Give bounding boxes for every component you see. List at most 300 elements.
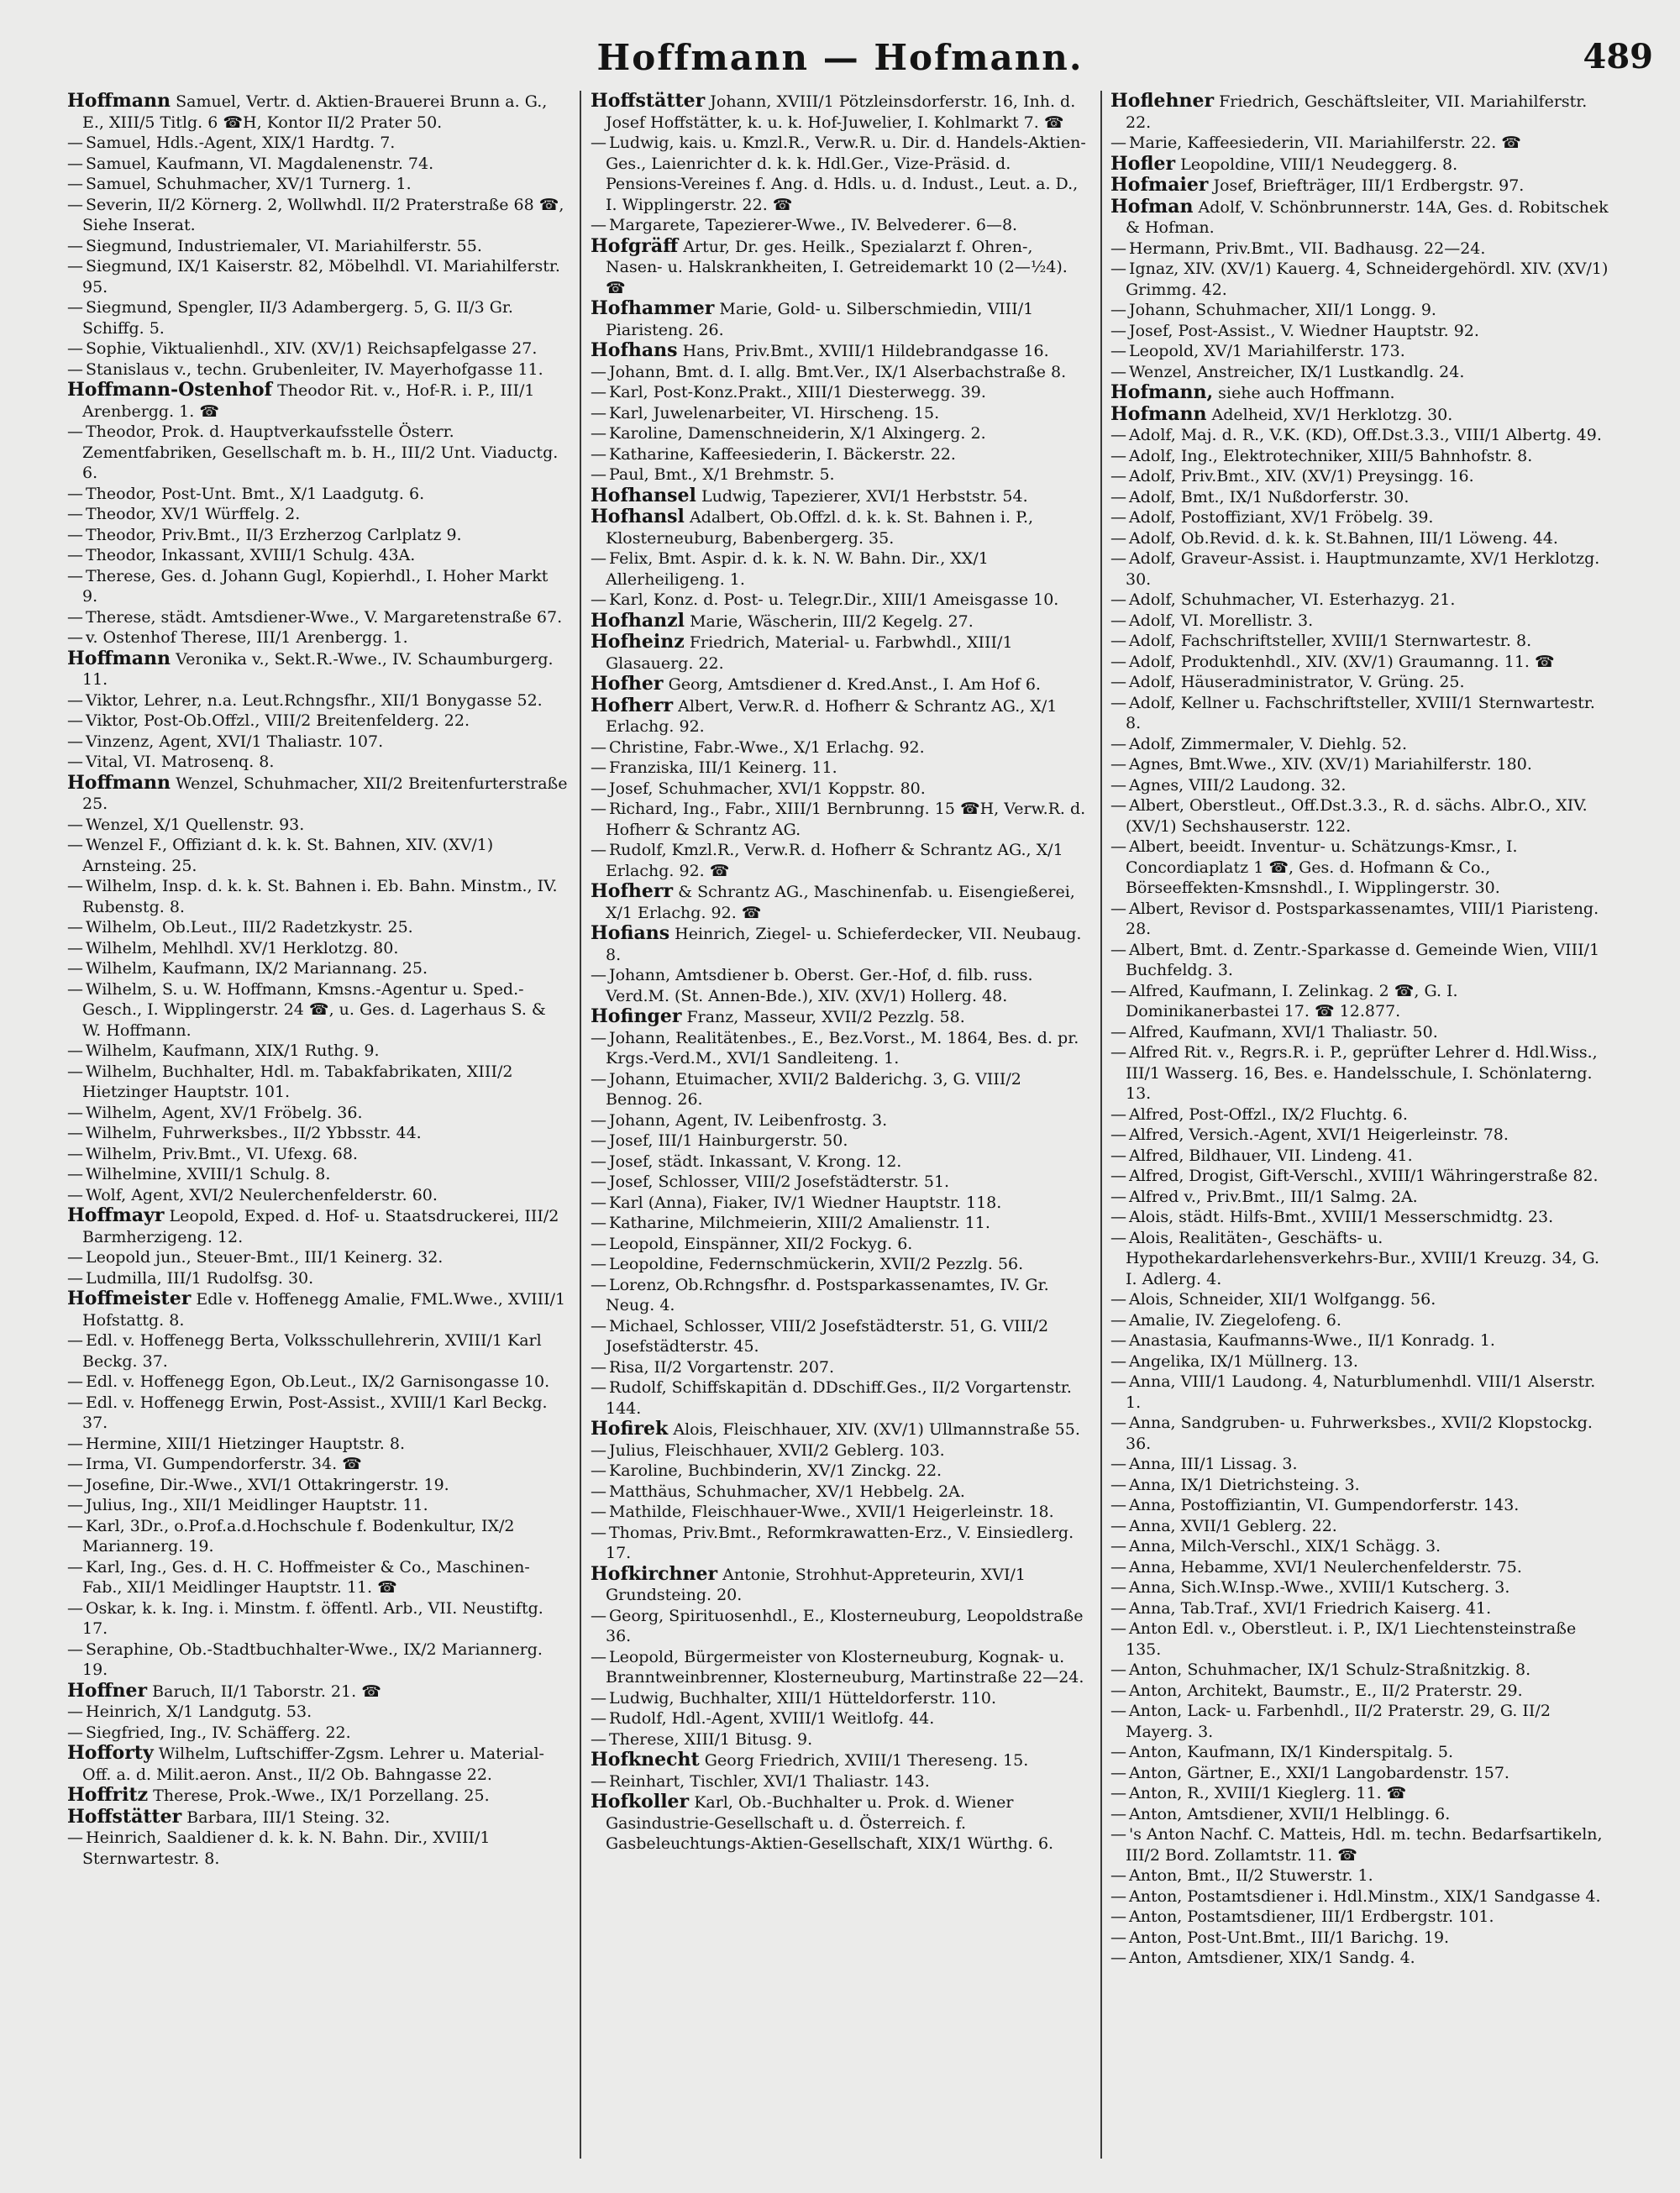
- continuation-dash: —: [67, 1393, 83, 1412]
- continuation-dash: —: [1110, 981, 1126, 1000]
- entry-text: Theodor, Prok. d. Hauptverkaufsstelle Österr. Zementfabriken, Gesellschaft m. b. H., III/2 Unt. Viaductg. 6.: [82, 422, 559, 482]
- entry-surname: Hofinger: [591, 1005, 682, 1027]
- continuation-dash: —: [67, 1103, 83, 1122]
- entry-text: Edl. v. Hoffenegg Egon, Ob.Leut., IX/2 Garnisongasse 10.: [86, 1372, 550, 1391]
- continuation-dash: —: [1110, 1578, 1126, 1597]
- directory-entry: [67, 1743, 568, 1785]
- continuation-dash: —: [591, 758, 606, 777]
- entry-text: Alfred, Kaufmann, I. Zelinkag. 2 ☎, G. I. Dominikanerbastei 17. ☎ 12.877.: [1126, 981, 1458, 1020]
- continuation-dash: —: [1110, 1743, 1126, 1761]
- continuation-dash: —: [67, 359, 83, 379]
- directory-entry: [591, 1750, 1091, 1771]
- directory-entry: [591, 1440, 1091, 1461]
- continuation-dash: —: [67, 1723, 83, 1742]
- entry-text: Adolf, Postoffiziant, XV/1 Fröbelg. 39.: [1129, 508, 1434, 527]
- continuation-dash: —: [1110, 1557, 1126, 1577]
- directory-entry: [67, 1807, 568, 1828]
- continuation-dash: —: [1110, 426, 1126, 444]
- directory-entry: [591, 1006, 1091, 1028]
- directory-entry: [1110, 1310, 1611, 1331]
- directory-entry: [1110, 611, 1611, 632]
- entry-text: Wilhelm, Luftschiffer-Zgsm. Lehrer u. Material-Off. a. d. Milit.aeron. Anst., II/2 Ob. Bahngasse 22.: [82, 1744, 544, 1784]
- entry-text: Theodor, Priv.Bmt., II/3 Erzherzog Carlplatz 9.: [86, 525, 462, 544]
- entry-text: Adolf, Ing., Elektrotechniker, XIII/5 Bahnhofstr. 8.: [1129, 446, 1533, 465]
- continuation-dash: —: [67, 422, 83, 441]
- entry-text: Viktor, Post-Ob.Offzl., VIII/2 Breitenfelderg. 22.: [86, 711, 470, 730]
- entry-text: Johann, Bmt. d. I. allg. Bmt.Ver., IX/1 Alserbachstraße 8.: [609, 362, 1067, 381]
- continuation-dash: —: [1110, 1866, 1126, 1885]
- directory-entry: [1110, 1598, 1611, 1619]
- directory-entry: [1110, 154, 1611, 176]
- directory-entry: [1110, 1660, 1611, 1681]
- directory-entry: [591, 340, 1091, 362]
- directory-entry: [1110, 1516, 1611, 1537]
- continuation-dash: —: [67, 1372, 83, 1391]
- entry-text: Julius, Fleischhauer, XVII/2 Geblerg. 103.: [609, 1440, 945, 1460]
- continuation-dash: —: [1110, 1022, 1126, 1041]
- entry-text: Adolf, Graveur-Assist. i. Hauptmunzamte, XV/1 Herklotzg. 30.: [1126, 549, 1600, 589]
- directory-column-3: [1110, 91, 1611, 2165]
- directory-entry: [67, 154, 568, 175]
- directory-entry: [67, 1268, 568, 1289]
- continuation-dash: —: [67, 257, 83, 275]
- entry-text: Wolf, Agent, XVI/2 Neulerchenfelderstr. 60.: [86, 1185, 438, 1204]
- entry-text: Wilhelm, S. u. W. Hoffmann, Kmsns.-Agentur u. Sped.-Gesch., I. Wipplingerstr. 24 ☎, u. Ges. d. Lagerhaus S. & W. Hoffmann.: [82, 979, 546, 1040]
- entry-text: Oskar, k. k. Ing. i. Minstm. f. öffentl. Arb., VII. Neustiftg. 17.: [82, 1598, 543, 1638]
- directory-entry: [591, 1771, 1091, 1792]
- directory-entry: [1110, 1824, 1611, 1865]
- entry-text: Heinrich, Saaldiener d. k. k. N. Bahn. Dir., XVIII/1 Sternwartestr. 8.: [82, 1828, 491, 1868]
- continuation-dash: —: [1110, 1455, 1126, 1473]
- entry-text: Samuel, Vertr. d. Aktien-Brauerei Brunn a. G., E., XIII/5 Titlg. 6 ☎H, Kontor II/2 Prater 50.: [82, 92, 548, 132]
- directory-entry: [591, 1523, 1091, 1564]
- entry-text: Agnes, Bmt.Wwe., XIV. (XV/1) Mariahilferstr. 180.: [1129, 755, 1532, 774]
- continuation-dash: —: [1110, 508, 1126, 527]
- directory-entry: [1110, 91, 1611, 133]
- continuation-dash: —: [67, 836, 83, 854]
- directory-entry: [1110, 940, 1611, 981]
- directory-entry: [1110, 1125, 1611, 1146]
- entry-text: Anton, Post-Unt.Bmt., III/1 Barichg. 19.: [1129, 1928, 1450, 1947]
- continuation-dash: —: [591, 1110, 606, 1130]
- entry-surname: Hofhammer: [591, 297, 715, 319]
- entry-text: Wenzel F., Offiziant d. k. k. St. Bahnen, XIV. (XV/1) Arnsteing. 25.: [82, 836, 494, 875]
- directory-entry: [591, 840, 1091, 881]
- entry-text: Hermine, XIII/1 Hietzinger Hauptstr. 8.: [86, 1434, 406, 1453]
- entry-text: Wilhelm, Ob.Leut., III/2 Radetzkystr. 25.: [86, 918, 413, 936]
- entry-text: Anton, Amtsdiener, XVII/1 Helblingg. 6.: [1129, 1804, 1451, 1823]
- directory-entry: [67, 1640, 568, 1681]
- continuation-dash: —: [591, 1647, 606, 1666]
- directory-entry: [1110, 1783, 1611, 1804]
- entry-text: Ludwig, kais. u. Kmzl.R., Verw.R. u. Dir. d. Handels-Aktien-Ges., Laienrichter d. k. k. Hdl.Ger., Vize-Präsid. d. Pensions-Vereines f. Ang. d. Hdls. u. d. Indust., Leut. a. D., I. Wipplingerstr. 22. ☎: [606, 134, 1086, 214]
- continuation-dash: —: [591, 1275, 606, 1294]
- directory-entry: [1110, 1536, 1611, 1557]
- continuation-dash: —: [1110, 1804, 1126, 1823]
- continuation-dash: —: [67, 1144, 83, 1163]
- continuation-dash: —: [1110, 239, 1126, 258]
- continuation-dash: —: [1110, 1598, 1126, 1618]
- entry-text: Josef, III/1 Hainburgerstr. 50.: [609, 1131, 848, 1150]
- continuation-dash: —: [591, 403, 606, 422]
- directory-entry: [67, 1185, 568, 1206]
- continuation-dash: —: [1110, 1043, 1126, 1062]
- continuation-dash: —: [1110, 1619, 1126, 1638]
- entry-surname: Hoffner: [67, 1679, 148, 1702]
- entry-text: Karoline, Damenschneiderin, X/1 Alxingerg. 2.: [609, 424, 986, 443]
- continuation-dash: —: [67, 298, 83, 317]
- entry-text: Albert, Revisor d. Postsparkassenamtes, VIII/1 Piaristeng. 28.: [1126, 899, 1599, 938]
- directory-entry: [67, 690, 568, 711]
- continuation-dash: —: [67, 154, 83, 173]
- continuation-dash: —: [1110, 652, 1126, 671]
- directory-entry: [1110, 1557, 1611, 1578]
- continuation-dash: —: [1110, 362, 1126, 381]
- directory-entry: [591, 1110, 1091, 1131]
- entry-surname: Hofhanzl: [591, 609, 685, 632]
- entry-text: Alfred, Post-Offzl., IX/2 Fluchtg. 6.: [1129, 1104, 1408, 1124]
- continuation-dash: —: [1110, 775, 1126, 795]
- entry-text: Ignaz, XIV. (XV/1) Kauerg. 4, Schneidergehördl. XIV. (XV/1) Grimmg. 42.: [1126, 260, 1609, 299]
- entry-text: Karl (Anna), Fiaker, IV/1 Wiedner Hauptstr. 118.: [609, 1193, 1002, 1212]
- entry-text: Josef, Post-Assist., V. Wiedner Hauptstr. 92.: [1129, 321, 1479, 340]
- directory-entry: [1110, 1042, 1611, 1104]
- entry-text: Wilhelm, Priv.Bmt., VI. Ufexg. 68.: [86, 1144, 358, 1163]
- entry-text: Anna, Sandgruben- u. Fuhrwerksbes., XVII/2 Klopstockg. 36.: [1126, 1414, 1593, 1453]
- continuation-dash: —: [67, 1455, 83, 1473]
- entry-text: v. Ostenhof Therese, III/1 Arenbergg. 1.: [86, 628, 408, 647]
- entry-text: Therese, XIII/1 Bitusg. 9.: [609, 1729, 813, 1749]
- continuation-dash: —: [591, 1357, 606, 1377]
- continuation-dash: —: [591, 383, 606, 401]
- directory-entry: [591, 464, 1091, 485]
- entry-text: Leopold jun., Steuer-Bmt., III/1 Keinerg. 32.: [86, 1248, 444, 1267]
- entry-text: Siegmund, IX/1 Kaiserstr. 82, Möbelhdl. VI. Mariahilferstr. 95.: [82, 257, 560, 296]
- continuation-dash: —: [1110, 549, 1126, 568]
- entry-text: Anna, Sich.W.Insp.-Wwe., XVIII/1 Kutscherg. 3.: [1129, 1578, 1510, 1597]
- entry-text: Georg Friedrich, XVIII/1 Thereseng. 15.: [704, 1751, 1029, 1770]
- entry-text: Johann, Etuimacher, XVII/2 Balderichg. 3, G. VIII/2 Bennog. 26.: [606, 1069, 1021, 1109]
- continuation-dash: —: [67, 134, 83, 152]
- directory-entry: [591, 1131, 1091, 1152]
- entry-text: Albert, Bmt. d. Zentr.-Sparkasse d. Gemeinde Wien, VIII/1 Buchfeldg. 3.: [1126, 940, 1600, 979]
- entry-text: siehe auch Hoffmann.: [1218, 384, 1395, 402]
- continuation-dash: —: [591, 1028, 606, 1047]
- entry-text: Julius, Ing., XII/1 Meidlinger Hauptstr. 11.: [86, 1496, 428, 1514]
- directory-entry: [1110, 1742, 1611, 1763]
- entry-text: Samuel, Kaufmann, VI. Magdalenenstr. 74.: [86, 154, 434, 173]
- continuation-dash: —: [67, 979, 83, 999]
- entry-text: 's Anton Nachf. C. Matteis, Hdl. m. techn. Bedarfsartikeln, III/2 Bord. Zollamtstr. 11. ☎: [1126, 1825, 1603, 1865]
- directory-entry: [1110, 672, 1611, 693]
- entry-text: Reinhart, Tischler, XVI/1 Thaliastr. 143.: [609, 1771, 930, 1791]
- directory-entry: [1110, 528, 1611, 549]
- entry-text: Wilhelm, Insp. d. k. k. St. Bahnen i. Eb. Bahn. Minstm., IV. Rubenstg. 8.: [82, 877, 558, 916]
- entry-text: Angelika, IX/1 Müllnerg. 13.: [1129, 1351, 1358, 1371]
- entry-text: Albert, beeidt. Inventur- u. Schätzungs-Kmsr., I. Concordiaplatz 1 ☎, Ges. d. Hofmann & Co., Börseeffekten-Kmsnshdl., I. Wipplingerstr. 30.: [1126, 837, 1518, 897]
- entry-text: Richard, Ing., Fabr., XIII/1 Bernbrunng. 15 ☎H, Verw.R. d. Hofherr & Schrantz AG.: [606, 800, 1086, 839]
- entry-text: Veronika v., Sekt.R.-Wwe., IV. Schaumburgerg. 11.: [82, 649, 554, 689]
- entry-text: Sophie, Viktualienhdl., XIV. (XV/1) Reichsapfelgasse 27.: [86, 339, 538, 358]
- entry-text: Adolf, Produktenhdl., XIV. (XV/1) Graumanng. 11. ☎: [1129, 652, 1555, 671]
- entry-text: Marie, Wäscherin, III/2 Kegelg. 27.: [690, 611, 974, 631]
- directory-entry: [67, 607, 568, 628]
- entry-text: & Schrantz AG., Maschinenfab. u. Eisengießerei, X/1 Erlachg. 92. ☎: [606, 883, 1075, 922]
- entry-text: Therese, städt. Amtsdiener-Wwe., V. Margaretenstraße 67.: [86, 607, 563, 627]
- entry-text: Alois, Fleischhauer, XIV. (XV/1) Ullmannstraße 55.: [673, 1420, 1080, 1439]
- continuation-dash: —: [67, 711, 83, 730]
- entry-text: Irma, VI. Gumpendorferstr. 34. ☎: [86, 1455, 362, 1473]
- directory-entry: [67, 195, 568, 236]
- entry-text: Franziska, III/1 Keinerg. 11.: [609, 758, 837, 777]
- directory-entry: [67, 979, 568, 1041]
- directory-entry: [1110, 693, 1611, 734]
- continuation-dash: —: [591, 465, 606, 484]
- continuation-dash: —: [1110, 1351, 1126, 1371]
- entry-text: Johann, Agent, IV. Leibenfrostg. 3.: [609, 1110, 888, 1130]
- directory-entry: [1110, 133, 1611, 154]
- entry-text: Wilhelmine, XVIII/1 Schulg. 8.: [86, 1165, 331, 1183]
- continuation-dash: —: [1110, 693, 1126, 712]
- directory-entry: [67, 1330, 568, 1372]
- directory-entry: [1110, 981, 1611, 1022]
- directory-entry: [1110, 1701, 1611, 1742]
- directory-entry: [1110, 362, 1611, 383]
- directory-entry: [67, 1288, 568, 1330]
- entry-text: Karl, Ob.-Buchhalter u. Prok. d. Wiener Gasindustrie-Gesellschaft u. d. Österreich. f. Gasbeleuchtungs-Aktien-Gesellschaft, XIX/1 Würthg. 6.: [606, 1793, 1054, 1853]
- directory-entry: [591, 923, 1091, 965]
- continuation-dash: —: [1110, 1290, 1126, 1309]
- entry-text: Karl, Post-Konz.Prakt., XIII/1 Diesterwegg. 39.: [609, 383, 986, 401]
- directory-entry: [67, 917, 568, 938]
- directory-entry: [67, 1828, 568, 1869]
- continuation-dash: —: [591, 800, 606, 818]
- entry-text: Anna, VIII/1 Laudong. 4, Naturblumenhdl. VIII/1 Alserstr. 1.: [1126, 1372, 1596, 1412]
- entry-text: Vinzenz, Agent, XVI/1 Thaliastr. 107.: [86, 732, 384, 751]
- entry-text: Adalbert, Ob.Offzl. d. k. k. St. Bahnen i. P., Klosterneuburg, Babenbergerg. 35.: [606, 508, 1034, 548]
- continuation-dash: —: [67, 815, 83, 834]
- continuation-dash: —: [67, 546, 83, 564]
- entry-surname: Hofherr: [591, 694, 674, 716]
- directory-entry: [1110, 1166, 1611, 1187]
- entry-surname: Hofforty: [67, 1742, 154, 1764]
- directory-entry: [67, 380, 568, 422]
- continuation-dash: —: [67, 628, 83, 647]
- entry-text: Karl, Juwelenarbeiter, VI. Hirscheng. 15.: [609, 403, 940, 422]
- entry-text: Georg, Amtsdiener d. Kred.Anst., I. Am Hof 6.: [668, 675, 1041, 694]
- entry-text: Ludwig, Buchhalter, XIII/1 Hütteldorferstr. 110.: [609, 1688, 997, 1708]
- continuation-dash: —: [1110, 1784, 1126, 1802]
- continuation-dash: —: [591, 1771, 606, 1791]
- continuation-dash: —: [591, 841, 606, 859]
- continuation-dash: —: [67, 1331, 83, 1350]
- entry-text: Anton Edl. v., Oberstleut. i. P., IX/1 Liechtensteinstraße 135.: [1126, 1619, 1577, 1659]
- entry-text: Rudolf, Schiffskapitän d. DDschiff.Ges., II/2 Vorgartenstr. 144.: [606, 1378, 1072, 1418]
- continuation-dash: —: [1110, 446, 1126, 465]
- continuation-dash: —: [591, 444, 606, 464]
- continuation-dash: —: [591, 1234, 606, 1253]
- continuation-dash: —: [67, 1124, 83, 1142]
- continuation-dash: —: [1110, 1825, 1126, 1844]
- directory-entry: [1110, 795, 1611, 837]
- directory-entry: [67, 835, 568, 876]
- entry-text: Anton, Postamtsdiener i. Hdl.Minstm., XIX/1 Sandgasse 4.: [1129, 1886, 1601, 1906]
- entry-surname: Hofhans: [591, 339, 678, 361]
- directory-entry: [67, 627, 568, 648]
- continuation-dash: —: [591, 216, 606, 234]
- directory-entry: [591, 548, 1091, 590]
- continuation-dash: —: [1110, 1187, 1126, 1206]
- continuation-dash: —: [1110, 899, 1126, 918]
- entry-text: Edl. v. Hoffenegg Erwin, Post-Assist., XVIII/1 Karl Beckg. 37.: [82, 1393, 548, 1432]
- directory-entry: [591, 1213, 1091, 1234]
- directory-entry: [1110, 1187, 1611, 1208]
- directory-entry: [591, 382, 1091, 403]
- continuation-dash: —: [1110, 1167, 1126, 1185]
- entry-text: Alois, städt. Hilfs-Bmt., XVIII/1 Messerschmidtg. 23.: [1129, 1208, 1554, 1226]
- entry-text: Anton, R., XVIII/1 Kieglerg. 11. ☎: [1129, 1784, 1407, 1802]
- entry-text: Georg, Spirituosenhdl., E., Klosterneuburg, Leopoldstraße 36.: [606, 1606, 1084, 1645]
- continuation-dash: —: [591, 1729, 606, 1749]
- continuation-dash: —: [1110, 1496, 1126, 1514]
- directory-entry: [591, 1316, 1091, 1357]
- entry-surname: Hofkoller: [591, 1791, 690, 1813]
- continuation-dash: —: [591, 134, 606, 152]
- directory-entry: [67, 1205, 568, 1247]
- continuation-dash: —: [1110, 673, 1126, 691]
- entry-text: Josefine, Dir.-Wwe., XVI/1 Ottakringerstr. 19.: [86, 1475, 449, 1494]
- entry-text: Severin, II/2 Körnerg. 2, Wollwhdl. II/2 Praterstraße 68 ☎, Siehe Inserat.: [82, 195, 564, 234]
- directory-entry: [67, 1702, 568, 1723]
- directory-entry: [1110, 1804, 1611, 1825]
- continuation-dash: —: [591, 362, 606, 381]
- continuation-dash: —: [591, 1255, 606, 1273]
- directory-entry: [591, 298, 1091, 340]
- continuation-dash: —: [67, 959, 83, 978]
- entry-surname: Hofknecht: [591, 1749, 700, 1771]
- entry-text: Stanislaus v., techn. Grubenleiter, IV. Mayerhofgasse 11.: [86, 359, 543, 379]
- directory-entry: [591, 362, 1091, 383]
- continuation-dash: —: [67, 938, 83, 957]
- entry-text: Albert, Verw.R. d. Hofherr & Schrantz AG., X/1 Erlachg. 92.: [606, 696, 1058, 736]
- continuation-dash: —: [591, 1709, 606, 1728]
- entry-text: Viktor, Lehrer, n.a. Leut.Rchngsfhr., XII/1 Bonygasse 52.: [86, 690, 543, 710]
- directory-entry: [1110, 259, 1611, 300]
- entry-text: Anna, IX/1 Dietrichsteing. 3.: [1129, 1475, 1360, 1494]
- entry-text: Adolf, Maj. d. R., V.K. (KD), Off.Dst.3.3., VIII/1 Albertg. 49.: [1129, 426, 1602, 444]
- continuation-dash: —: [1110, 1208, 1126, 1226]
- entry-text: Anna, Milch-Verschl., XIX/1 Schägg. 3.: [1129, 1537, 1441, 1556]
- entry-text: Karl, Ing., Ges. d. H. C. Hoffmeister & Co., Maschinen-Fab., XII/1 Meidlinger Hauptstr. 11. ☎: [82, 1557, 530, 1597]
- directory-entry: [1110, 197, 1611, 239]
- entry-text: Josef, Schuhmacher, XVI/1 Koppstr. 80.: [609, 779, 926, 798]
- continuation-dash: —: [67, 753, 83, 771]
- continuation-dash: —: [67, 1516, 83, 1535]
- continuation-dash: —: [591, 1440, 606, 1460]
- entry-text: Wilhelm, Fuhrwerksbes., II/2 Ybbsstr. 44.: [86, 1124, 422, 1142]
- entry-surname: Hofgräff: [591, 234, 679, 257]
- directory-entry: [591, 1254, 1091, 1275]
- continuation-dash: —: [1110, 1310, 1126, 1330]
- entry-text: Adolf, Häuseradministrator, V. Grüng. 25.: [1129, 673, 1465, 691]
- directory-entry: [67, 133, 568, 154]
- entry-text: Agnes, VIII/2 Laudong. 32.: [1129, 775, 1347, 795]
- continuation-dash: —: [67, 175, 83, 193]
- directory-entry: [591, 1069, 1091, 1110]
- entry-text: Marie, Kaffeesiederin, VII. Mariahilferstr. 22. ☎: [1129, 134, 1521, 152]
- entry-text: Katharine, Milchmeierin, XIII/2 Amalienstr. 11.: [609, 1214, 990, 1232]
- directory-entry: [67, 338, 568, 359]
- continuation-dash: —: [591, 549, 606, 568]
- continuation-dash: —: [1110, 1763, 1126, 1782]
- entry-surname: Hofhansel: [591, 484, 696, 506]
- directory-entry: [67, 958, 568, 979]
- directory-entry: [1110, 1948, 1611, 1969]
- entry-text: Alfred v., Priv.Bmt., III/1 Salmg. 2A.: [1129, 1187, 1418, 1206]
- directory-entry: [67, 1393, 568, 1434]
- directory-entry: [591, 1152, 1091, 1173]
- directory-entry: [67, 1062, 568, 1103]
- directory-entry: [67, 876, 568, 917]
- entry-text: Adolf, VI. Morellistr. 3.: [1129, 611, 1314, 630]
- entry-text: Adolf, Priv.Bmt., XIV. (XV/1) Preysingg. 16.: [1129, 467, 1474, 485]
- entry-text: Anton, Gärtner, E., XXI/1 Langobardenstr. 157.: [1129, 1763, 1509, 1782]
- directory-entry: [1110, 1928, 1611, 1949]
- continuation-dash: —: [67, 1828, 83, 1847]
- continuation-dash: —: [67, 1557, 83, 1577]
- continuation-dash: —: [67, 525, 83, 544]
- continuation-dash: —: [591, 590, 606, 609]
- entry-text: Adolf, Schuhmacher, VI. Esterhazyg. 21.: [1129, 590, 1456, 609]
- directory-entry: [591, 403, 1091, 424]
- entry-text: Anton, Postamtsdiener, III/1 Erdbergstr. 101.: [1129, 1907, 1494, 1926]
- column-divider: [580, 91, 581, 2159]
- entry-text: Amalie, IV. Ziegelofeng. 6.: [1129, 1310, 1341, 1330]
- entry-text: Adolf, Bmt., IX/1 Nußdorferstr. 30.: [1129, 487, 1410, 506]
- directory-entry: [1110, 446, 1611, 467]
- continuation-dash: —: [1110, 734, 1126, 753]
- directory-entry: [67, 1598, 568, 1640]
- continuation-dash: —: [67, 607, 83, 627]
- directory-entry: [591, 1708, 1091, 1729]
- entry-text: Anna, Postoffiziantin, VI. Gumpendorferstr. 143.: [1129, 1496, 1520, 1514]
- entry-text: Johann, Realitätenbes., E., Bez.Vorst., M. 1864, Bes. d. pr. Krgs.-Verd.M., XVI/1 Sandleiteng. 1.: [606, 1028, 1079, 1068]
- continuation-dash: —: [1110, 1146, 1126, 1165]
- entry-text: Josef, städt. Inkassant, V. Krong. 12.: [609, 1152, 902, 1171]
- entry-text: Marie, Gold- u. Silberschmiedin, VIII/1 Piaristeng. 26.: [606, 300, 1034, 339]
- entry-text: Adolf, V. Schönbrunnerstr. 14A, Ges. d. Robitschek & Hofman.: [1126, 197, 1609, 237]
- directory-entry: [67, 566, 568, 607]
- continuation-dash: —: [1110, 301, 1126, 319]
- entry-text: Josef, Schlosser, VIII/2 Josefstädterstr. 51.: [609, 1173, 950, 1191]
- entry-text: Anton, Kaufmann, IX/1 Kinderspitalg. 5.: [1129, 1743, 1453, 1761]
- entry-surname: Hoffmeister: [67, 1288, 192, 1309]
- directory-entry: [1110, 1619, 1611, 1660]
- directory-entry: [591, 1193, 1091, 1214]
- directory-entry: [67, 422, 568, 484]
- directory-entry: [67, 1103, 568, 1124]
- entry-text: Friedrich, Material- u. Farbwhdl., XIII/1 Glasauerg. 22.: [606, 633, 1013, 673]
- directory-entry: [1110, 1289, 1611, 1310]
- entry-text: Josef, Briefträger, III/1 Erdbergstr. 97.: [1213, 176, 1525, 195]
- directory-entry: [67, 504, 568, 525]
- directory-entry: [1110, 404, 1611, 426]
- directory-entry: [67, 1785, 568, 1807]
- directory-entry: [67, 1144, 568, 1165]
- directory-entry: [1110, 300, 1611, 321]
- entry-surname: Hofhansl: [591, 506, 685, 527]
- directory-entry: [67, 1495, 568, 1516]
